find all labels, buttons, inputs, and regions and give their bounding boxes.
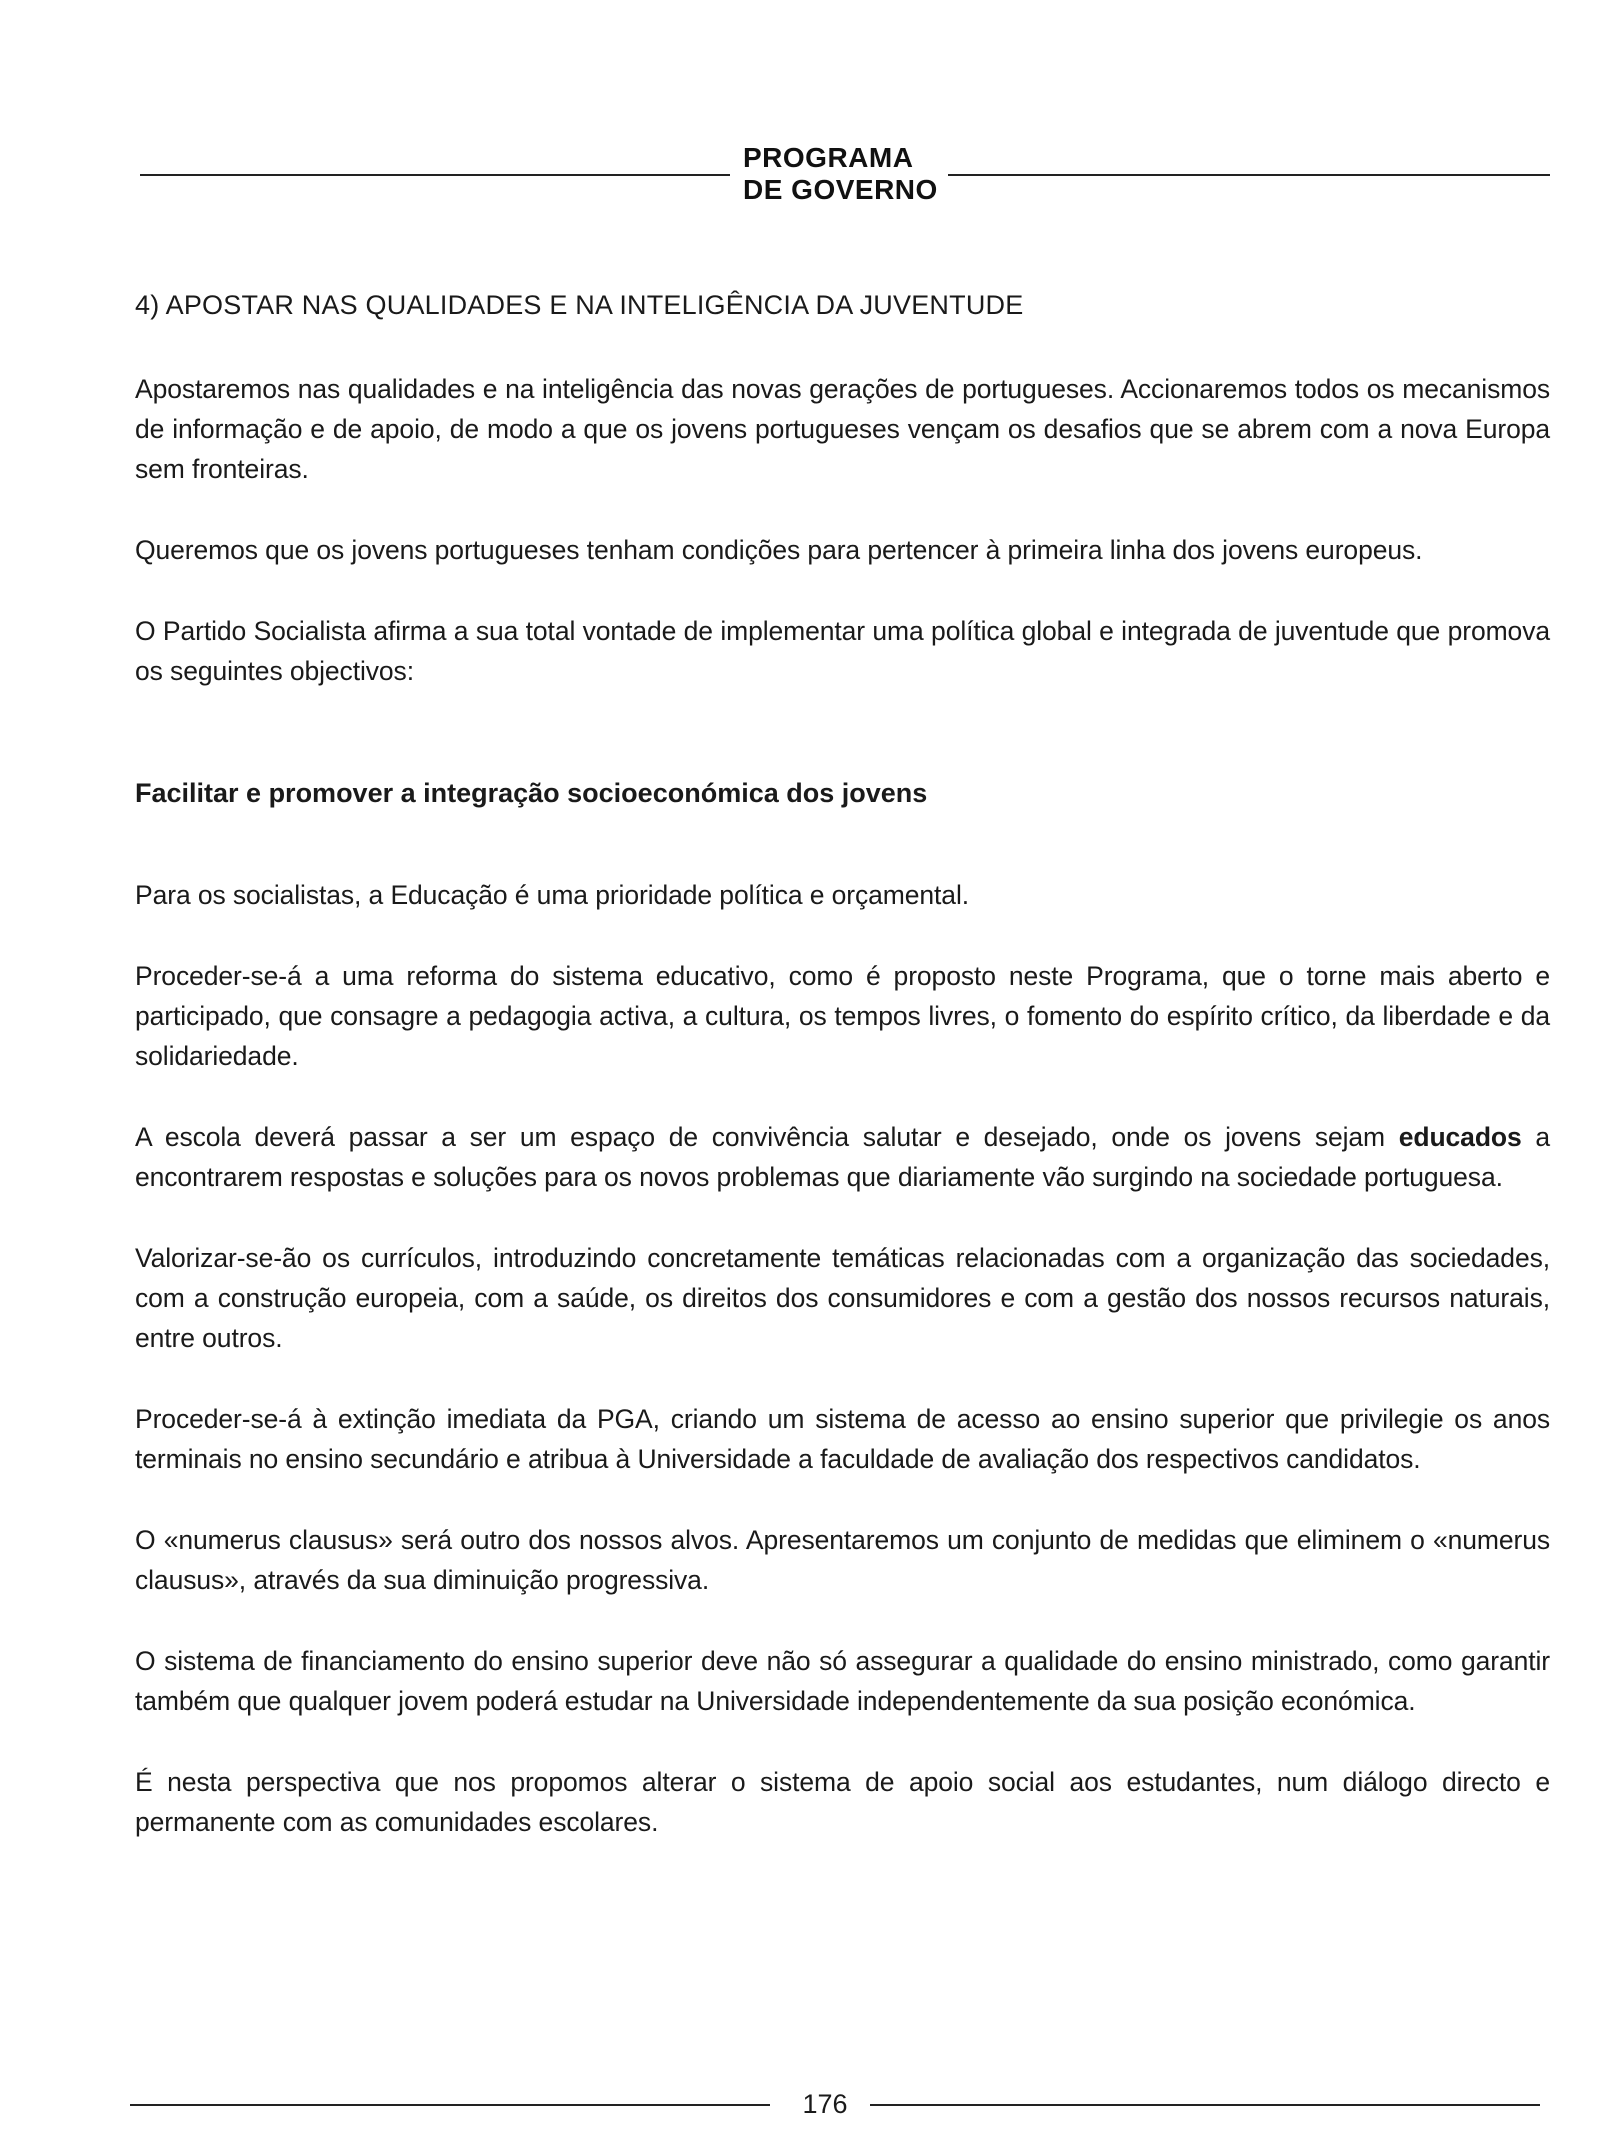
page-footer [130, 2084, 1540, 2124]
footer-rule-left [130, 2104, 770, 2106]
body-paragraph-pga: Proceder-se-á à extinção imediata da PGA, criando um sistema de acesso ao ensino superior que privilegie os anos terminais no ensino secundário e atribua à Universidade a faculdade de avaliação dos respectivos candidatos. [135, 1404, 1550, 1474]
body-paragraph-apoio-social: É nesta perspectiva que nos propomos alterar o sistema de apoio social aos estudantes, num diálogo directo e permanente com as comunidades escolares. [135, 1767, 1550, 1837]
body-paragraph-curriculos: Valorizar-se-ão os currículos, introduzindo concretamente temáticas relacionadas com a organização das sociedades, com a construção europeia, com a saúde, os direitos dos consumidores e com a gestão dos nossos recursos naturais, entre outros. [135, 1243, 1550, 1353]
body-paragraph-reform: Proceder-se-á a uma reforma do sistema educativo, como é proposto neste Programa, que o torne mais aberto e participado, que consagre a pedagogia activa, a cultura, os tempos livres, o fomento do espírito crítico, da liberdade e da solidariedade. [135, 961, 1550, 1071]
header-title-line2: DE GOVERNO [743, 174, 938, 205]
page-number: 176 [802, 2089, 848, 2119]
header-rule-left [140, 174, 730, 176]
intro-paragraph-3: O Partido Socialista afirma a sua total vontade de implementar uma política global e integrada de juventude que promova os seguintes objectivos: [135, 616, 1550, 686]
page-header [140, 142, 1550, 212]
body-paragraph-education: Para os socialistas, a Educação é uma prioridade política e orçamental. [135, 880, 969, 910]
escola-text-bold: educados [1398, 1122, 1522, 1152]
header-rule-right [948, 174, 1550, 176]
subheading: Facilitar e promover a integração socioeconómica dos jovens [135, 778, 928, 808]
section-heading: 4) APOSTAR NAS QUALIDADES E NA INTELIGÊNCIA DA JUVENTUDE [135, 290, 1024, 320]
body-paragraph-escola [135, 1117, 1550, 1197]
intro-paragraph-1: Apostaremos nas qualidades e na inteligência das novas gerações de portugueses. Accionaremos todos os mecanismos de informação e de apoio, de modo a que os jovens portugueses vençam os desafios que se abrem com a nova Europa sem fronteiras. [135, 374, 1550, 484]
escola-text-before: A escola deverá passar a ser um espaço de convivência salutar e desejado, onde os jovens sejam [135, 1122, 1399, 1152]
header-title-line1: PROGRAMA [743, 142, 914, 173]
page-content [135, 285, 1550, 1883]
body-paragraph-financiamento: O sistema de financiamento do ensino superior deve não só assegurar a qualidade do ensino ministrado, como garantir também que qualquer jovem poderá estudar na Universidade independentemente da sua posição económica. [135, 1646, 1550, 1716]
escola-text-after: a encontrarem respostas e soluções para os novos problemas que diariamente vão surgindo na sociedade portuguesa. [135, 1122, 1550, 1192]
intro-paragraph-2: Queremos que os jovens portugueses tenham condições para pertencer à primeira linha dos jovens europeus. [135, 535, 1423, 565]
body-paragraph-numerus-clausus: O «numerus clausus» será outro dos nossos alvos. Apresentaremos um conjunto de medidas que eliminem o «numerus clausus», através da sua diminuição progressiva. [135, 1525, 1550, 1595]
header-title [743, 142, 938, 206]
footer-rule-right [870, 2104, 1540, 2106]
